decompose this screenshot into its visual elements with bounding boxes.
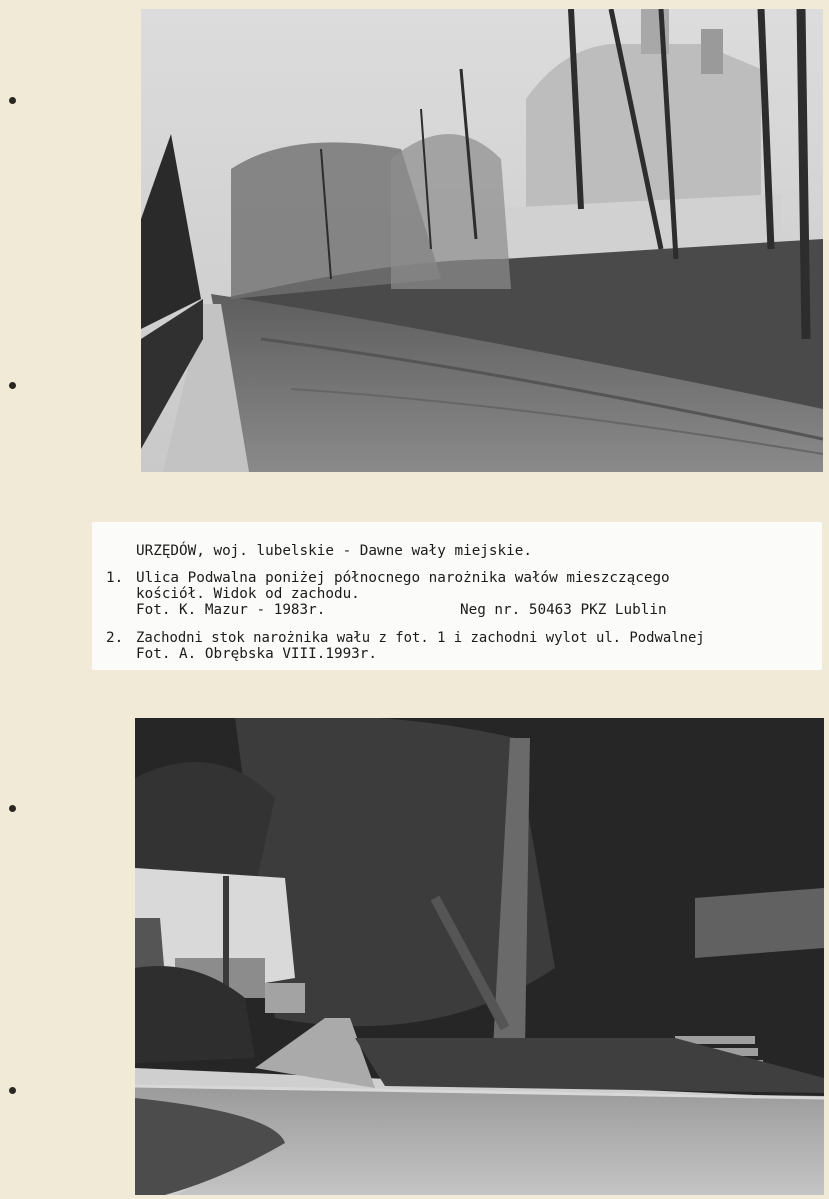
caption-entry-1-line-2: kościół. Widok od zachodu. [136, 586, 360, 602]
caption-heading: URZĘDÓW, woj. lubelskie - Dawne wały miejskie. [136, 543, 532, 559]
caption-entry-1-negative-number: Neg nr. 50463 PKZ Lublin [460, 602, 667, 618]
binder-hole [9, 1087, 16, 1094]
photo-street-corner-image [135, 718, 824, 1195]
photo-road-embankment [141, 9, 823, 472]
caption-entry-1-credit: Fot. K. Mazur - 1983r. [136, 602, 326, 618]
caption-entry-2-number: 2. [106, 630, 124, 646]
caption-entry-2-credit: Fot. A. Obrębska VIII.1993r. [136, 646, 378, 662]
binder-hole [9, 382, 16, 389]
photo-street-corner [135, 718, 824, 1195]
caption-label [92, 522, 822, 670]
binder-hole [9, 97, 16, 104]
photo-road-embankment-image [141, 9, 823, 472]
caption-entry-1-line-1: Ulica Podwalna poniżej północnego narożnika wałów mieszczącego [136, 570, 670, 586]
binder-hole [9, 805, 16, 812]
caption-entry-1-number: 1. [106, 570, 124, 586]
caption-entry-2-line-1: Zachodni stok narożnika wału z fot. 1 i zachodni wylot ul. Podwalnej [136, 630, 705, 646]
